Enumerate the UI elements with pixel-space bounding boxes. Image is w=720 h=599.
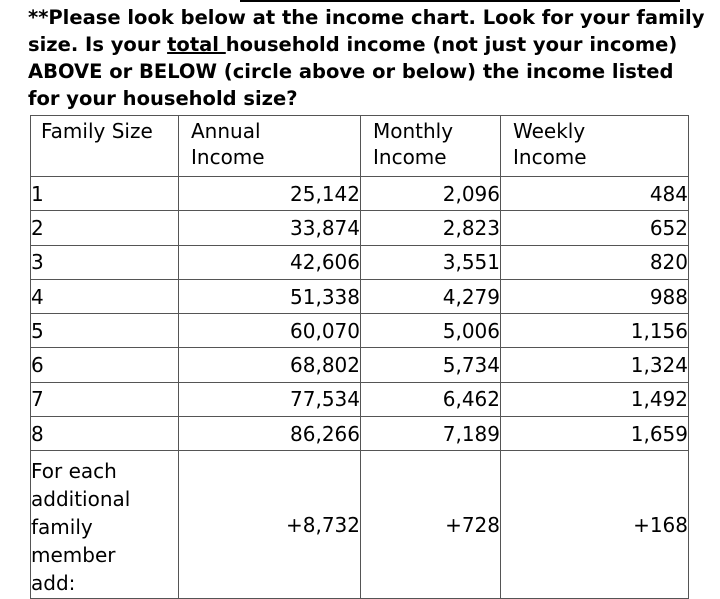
monthly-income-cell: 4,279 [361,279,501,313]
additional-label-line-4: member [31,543,116,568]
monthly-income-cell: 5,734 [361,348,501,382]
header-weekly-line-1: Weekly [513,119,586,143]
family-size-cell: 7 [31,382,179,416]
annual-income-cell: 86,266 [179,417,361,451]
table-row [31,279,689,313]
header-annual-income [179,116,361,177]
instructions-line-1: **Please look below at the income chart. Look for your family [28,6,705,29]
header-annual-line-1: Annual [191,119,261,143]
annual-income-cell: 42,606 [179,245,361,279]
table-row [31,245,689,279]
additional-monthly-cell: +728 [361,451,501,599]
annual-income-cell: 33,874 [179,211,361,245]
additional-weekly-cell: +168 [501,451,689,599]
table-row [31,417,689,451]
header-family-size: Family Size [31,116,179,177]
family-size-cell: 6 [31,348,179,382]
table-row [31,314,689,348]
annual-income-cell: 25,142 [179,177,361,211]
table-row [31,348,689,382]
table-row [31,211,689,245]
instructions-line-2-post: household income (not just your income) [225,33,678,56]
weekly-income-cell: 988 [501,279,689,313]
weekly-income-cell: 1,156 [501,314,689,348]
additional-label-line-5: add: [31,571,76,596]
monthly-income-cell: 3,551 [361,245,501,279]
weekly-income-cell: 1,659 [501,417,689,451]
instructions-line-2 [28,31,708,58]
additional-member-row [31,451,689,599]
monthly-income-cell: 2,096 [361,177,501,211]
family-size-cell: 4 [31,279,179,313]
additional-label-line-1: For each [31,459,117,484]
table-row [31,382,689,416]
annual-income-cell: 51,338 [179,279,361,313]
table-row [31,177,689,211]
weekly-income-cell: 1,492 [501,382,689,416]
annual-income-cell: 68,802 [179,348,361,382]
header-weekly-line-2: Income [513,145,587,169]
top-rule [240,0,680,2]
table-header-row [31,116,689,177]
weekly-income-cell: 1,324 [501,348,689,382]
header-monthly-line-1: Monthly [373,119,454,143]
monthly-income-cell: 2,823 [361,211,501,245]
additional-label-line-3: family [31,515,93,540]
family-size-cell: 1 [31,177,179,211]
header-weekly-income [501,116,689,177]
weekly-income-cell: 484 [501,177,689,211]
underlined-total: total [167,33,226,56]
header-annual-line-2: Income [191,145,265,169]
additional-member-label [31,451,179,599]
additional-label-line-2: additional [31,487,131,512]
instructions-line-3: ABOVE or BELOW (circle above or below) the income listed [28,60,674,83]
family-size-cell: 2 [31,211,179,245]
family-size-cell: 3 [31,245,179,279]
annual-income-cell: 77,534 [179,382,361,416]
header-monthly-line-2: Income [373,145,447,169]
instructions-line-4: for your household size? [28,87,298,110]
family-size-cell: 5 [31,314,179,348]
monthly-income-cell: 6,462 [361,382,501,416]
instructions-text [28,4,708,112]
additional-annual-cell: +8,732 [179,451,361,599]
instructions-line-2-pre: size. Is your [28,33,168,56]
monthly-income-cell: 5,006 [361,314,501,348]
income-table [30,115,689,599]
header-monthly-income [361,116,501,177]
family-size-cell: 8 [31,417,179,451]
weekly-income-cell: 820 [501,245,689,279]
monthly-income-cell: 7,189 [361,417,501,451]
annual-income-cell: 60,070 [179,314,361,348]
weekly-income-cell: 652 [501,211,689,245]
